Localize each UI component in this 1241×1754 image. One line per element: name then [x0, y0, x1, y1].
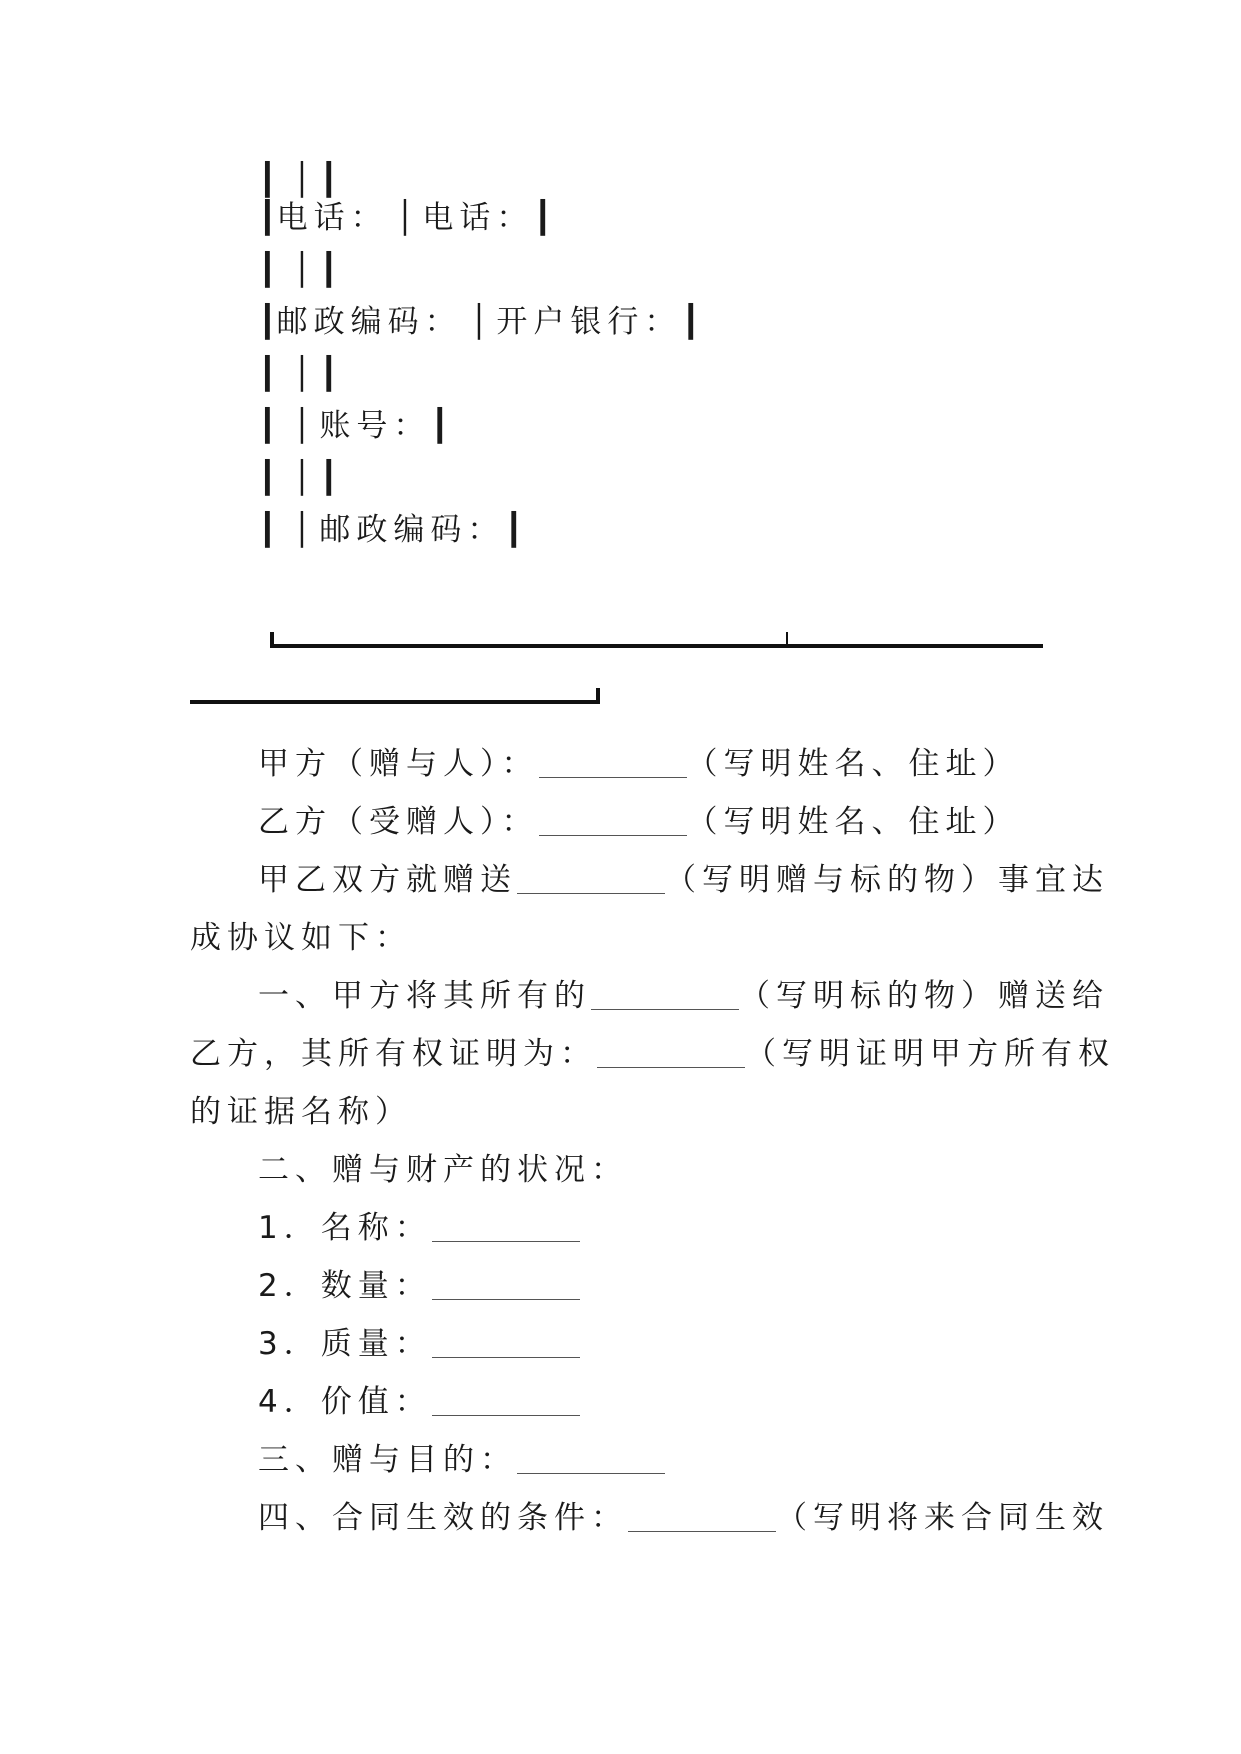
clause-3-line	[258, 1432, 665, 1488]
table-row: ┃邮政编码： │ 开户银行：┃	[258, 304, 701, 340]
intro-line	[258, 852, 1109, 908]
item-value-blank[interactable]	[432, 1385, 580, 1416]
bank-label: 开户银行：	[496, 304, 682, 340]
clause-4-label: 四、合同生效的条件：	[258, 1500, 628, 1536]
item-name-blank[interactable]	[432, 1211, 580, 1242]
effective-condition-blank[interactable]	[628, 1501, 776, 1532]
table-row: ┃ │ ┃	[258, 252, 339, 288]
party-b-note: （写明姓名、住址）	[686, 804, 1020, 840]
gift-object-blank[interactable]	[517, 863, 665, 894]
party-a-line	[258, 736, 1020, 792]
intro-before: 甲乙双方就赠送	[258, 862, 517, 898]
party-a-note: （写明姓名、住址）	[686, 746, 1020, 782]
postcode-label-a: 邮政编码：	[276, 304, 462, 340]
list-item	[258, 1374, 580, 1430]
clause-4-line	[258, 1490, 1109, 1546]
table-bottom-border-cont	[190, 700, 596, 704]
item-quantity-label: 2．数量：	[258, 1268, 432, 1304]
clause-2-title-text: 二、赠与财产的状况：	[258, 1152, 628, 1188]
clause-1-line2-before: 乙方，其所有权证明为：	[190, 1036, 597, 1072]
table-bottom-border	[270, 644, 1043, 648]
party-b-blank[interactable]	[539, 805, 687, 836]
intro-line-cont	[190, 910, 412, 966]
clause-3-label: 三、赠与目的：	[258, 1442, 517, 1478]
clause-1-line-2	[190, 1026, 1115, 1082]
account-label: 账号：	[319, 408, 431, 444]
party-a-label: 甲方（赠与人）：	[258, 746, 539, 782]
item-quality-label: 3．质量：	[258, 1326, 432, 1362]
item-quantity-blank[interactable]	[432, 1269, 580, 1300]
phone-label-a: 电话：	[276, 200, 388, 236]
phone-label-b: 电话：	[422, 200, 534, 236]
table-row: ┃ │ ┃	[258, 356, 339, 392]
postcode-label-b: 邮政编码：	[319, 512, 505, 548]
clause-1-line-3	[190, 1084, 412, 1140]
clause-2-title	[258, 1142, 628, 1198]
party-a-blank[interactable]	[539, 747, 687, 778]
purpose-blank[interactable]	[517, 1443, 665, 1474]
intro-cont: 成协议如下：	[190, 920, 412, 956]
item-value-label: 4．价值：	[258, 1384, 432, 1420]
clause-1-before: 一、甲方将其所有的	[258, 978, 591, 1014]
item-name-label: 1．名称：	[258, 1210, 432, 1246]
party-b-line	[258, 794, 1020, 850]
table-row: ┃电话： │ 电话：┃	[258, 200, 553, 236]
clause-1-mid: （写明标的物）赠送给	[739, 978, 1109, 1014]
list-item	[258, 1316, 580, 1372]
list-item	[258, 1200, 580, 1256]
party-b-label: 乙方（受赠人）：	[258, 804, 539, 840]
ownership-proof-blank[interactable]	[597, 1037, 745, 1068]
intro-after: （写明赠与标的物）事宜达	[665, 862, 1109, 898]
item-quality-blank[interactable]	[432, 1327, 580, 1358]
clause-4-note: （写明将来合同生效	[776, 1500, 1109, 1536]
clause-1-line2-after: （写明证明甲方所有权	[745, 1036, 1115, 1072]
table-corner-right	[596, 688, 600, 704]
list-item	[258, 1258, 580, 1314]
table-row: ┃ │ ┃	[258, 460, 339, 496]
table-row: ┃ │ 邮政编码：┃	[258, 512, 524, 548]
subject-blank[interactable]	[591, 979, 739, 1010]
clause-1-line3: 的证据名称）	[190, 1094, 412, 1130]
clause-1-line-1	[258, 968, 1109, 1024]
table-divider-tick	[786, 632, 788, 646]
table-row: ┃ │ ┃	[258, 162, 339, 198]
table-row: ┃ │ 账号：┃	[258, 408, 450, 444]
